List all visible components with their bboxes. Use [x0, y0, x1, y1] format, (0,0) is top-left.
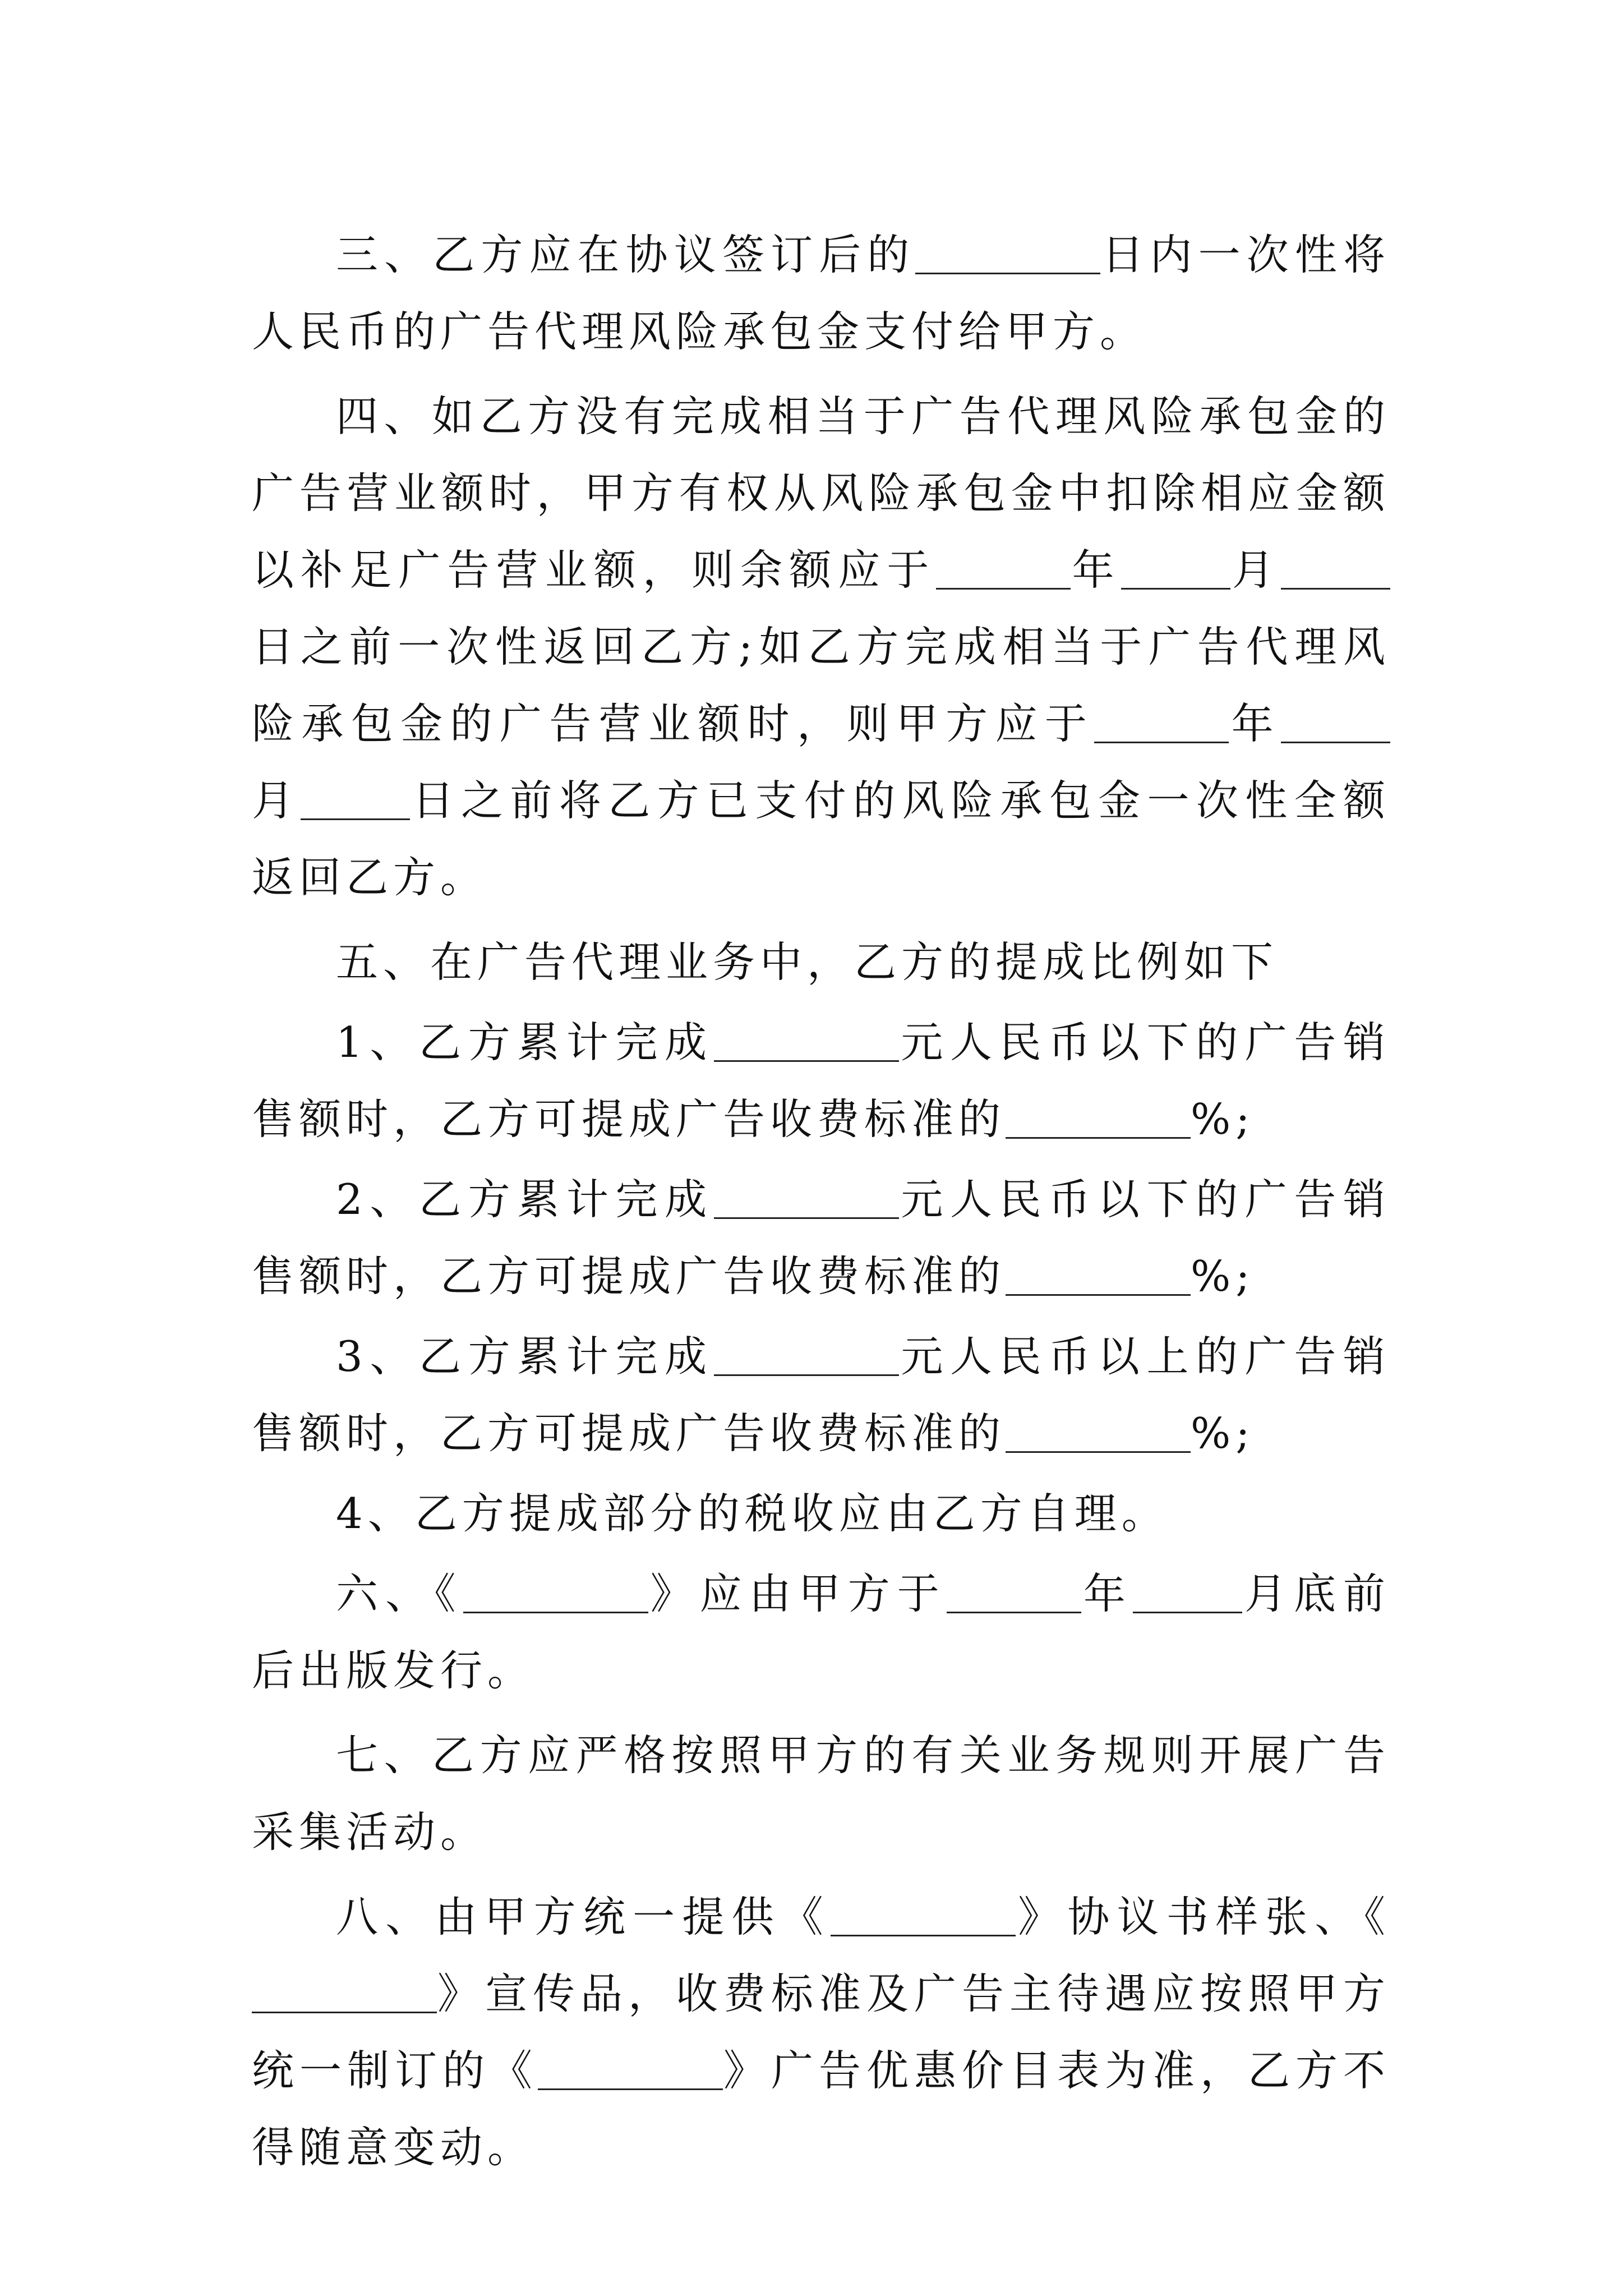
clause-text: 年: [1081, 1569, 1133, 1618]
clause-5: [252, 924, 1390, 1001]
clause-6: [252, 1556, 1390, 1709]
clause-7: [252, 1717, 1390, 1871]
clause-text: 1、乙方累计完成: [336, 1018, 714, 1067]
blank-field[interactable]: [538, 2049, 723, 2090]
clause-3: [252, 217, 1390, 370]
blank-field[interactable]: [915, 233, 1100, 274]
clause-text: %;: [1191, 1094, 1255, 1144]
clause-text: 月底前后出版发行。: [252, 1569, 1390, 1695]
blank-field[interactable]: [714, 1177, 899, 1219]
clause-text: 》广告优惠价目表为准，乙方不得随意变动。: [252, 2046, 1390, 2172]
blank-field[interactable]: [714, 1020, 899, 1062]
clause-8: [252, 1879, 1390, 2186]
blank-field[interactable]: [1281, 702, 1390, 743]
clause-text: 》协议书样张、《: [1015, 1892, 1390, 1941]
blank-field[interactable]: [714, 1335, 899, 1376]
document-page: [252, 217, 1390, 2186]
clause-text: 五、在广告代理业务中，乙方的提成比例如下: [336, 937, 1279, 987]
clause-text: 七、乙方应严格按照甲方的有关业务规则开展广告采集活动。: [252, 1731, 1390, 1857]
clause-text: 月: [252, 776, 301, 825]
blank-field[interactable]: [936, 548, 1071, 590]
clause-text: 2、乙方累计完成: [336, 1175, 714, 1224]
clause-text: %;: [1191, 1251, 1255, 1301]
clause-text: %;: [1191, 1409, 1255, 1458]
clause-text: 月: [1230, 545, 1281, 595]
clause-text: 元人民币以下的广告销售额时，乙方可提成广告收费标准的: [252, 1018, 1390, 1144]
clause-5-1: [252, 1004, 1390, 1158]
blank-field[interactable]: [1121, 548, 1230, 590]
blank-field[interactable]: [1006, 1254, 1191, 1296]
clause-text: 》宣传品，收费标准及广告主待遇应按照甲方统一制订的《: [252, 1969, 1390, 2095]
clause-5-4: [252, 1475, 1390, 1552]
blank-field[interactable]: [1006, 1097, 1191, 1139]
clause-text: 》应由甲方于: [648, 1569, 947, 1618]
clause-4: [252, 378, 1390, 916]
clause-text: 元人民币以下的广告销售额时，乙方可提成广告收费标准的: [252, 1175, 1390, 1301]
clause-text: 元人民币以上的广告销售额时，乙方可提成广告收费标准的: [252, 1332, 1390, 1458]
blank-field[interactable]: [301, 779, 410, 820]
blank-field[interactable]: [1094, 702, 1229, 743]
clause-text: 四、如乙方没有完成相当于广告代理风险承包金的广告营业额时，甲方有权从风险承包金中扣除相应金额以补足广告营业额，则余额应于: [252, 392, 1390, 595]
clause-text: 六、《: [336, 1569, 463, 1618]
clause-text: 年: [1229, 699, 1281, 748]
clause-5-3: [252, 1318, 1390, 1472]
blank-field[interactable]: [947, 1572, 1081, 1613]
clause-text: 年: [1070, 545, 1121, 595]
clause-text: 三、乙方应在协议签订后的: [336, 230, 916, 279]
blank-field[interactable]: [831, 1895, 1016, 1936]
blank-field[interactable]: [1133, 1572, 1242, 1613]
clause-text: 八、由甲方统一提供《: [336, 1892, 831, 1941]
clause-text: 4、乙方提成部分的税收应由乙方自理。: [336, 1489, 1169, 1538]
blank-field[interactable]: [1281, 548, 1390, 590]
blank-field[interactable]: [463, 1572, 648, 1613]
clause-text: 3、乙方累计完成: [336, 1332, 714, 1381]
clause-text: 日内一次性将人民币的广告代理风险承包金支付给甲方。: [252, 230, 1390, 356]
clause-5-2: [252, 1161, 1390, 1315]
blank-field[interactable]: [252, 1972, 437, 2013]
blank-field[interactable]: [1006, 1411, 1191, 1453]
clause-text: 日之前一次性返回乙方;如乙方完成相当于广告代理风险承包金的广告营业额时，则甲方应于: [252, 622, 1390, 748]
clause-text: 日之前将乙方已支付的风险承包金一次性全额返回乙方。: [252, 776, 1390, 902]
